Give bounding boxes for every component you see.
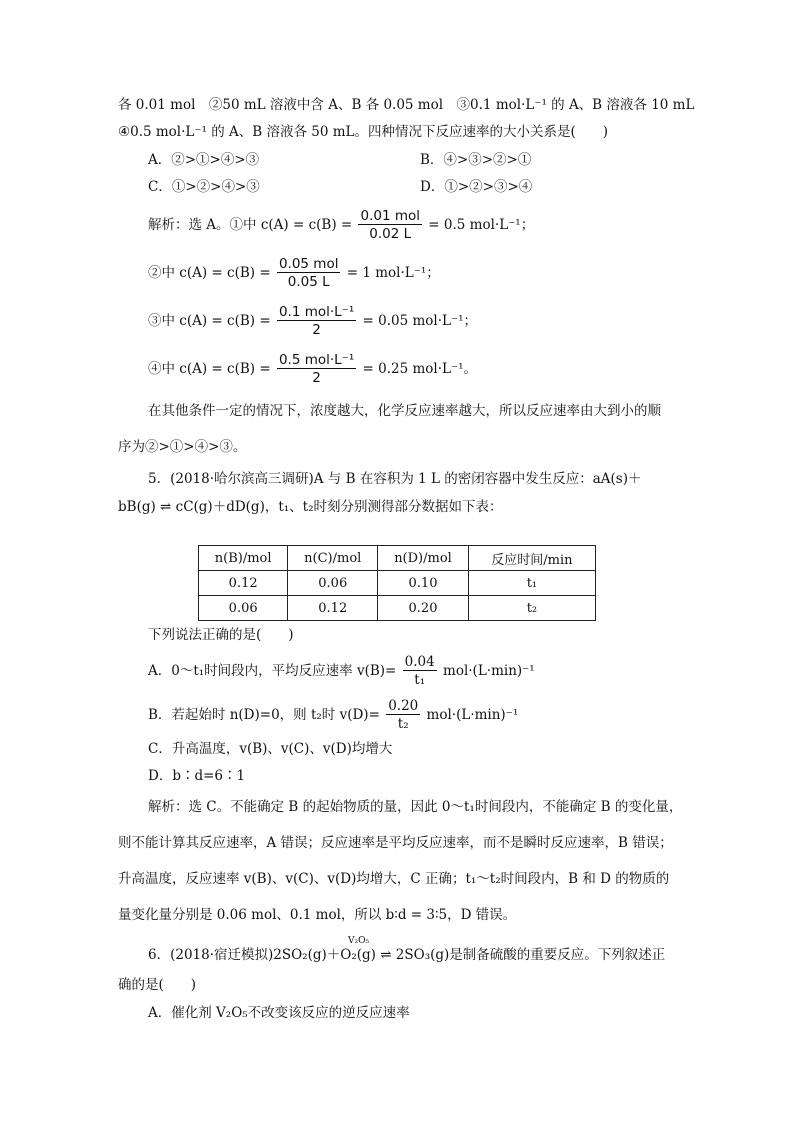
q6-stem-2: 确的是( ) [118, 977, 197, 993]
table-cell: 0.10 [378, 571, 469, 596]
fraction-denominator: 2 [312, 370, 321, 386]
q5-option-a [148, 654, 535, 689]
table-row [199, 571, 596, 596]
table-cell: 0.06 [288, 571, 378, 596]
fraction-denominator: 0.05 L [287, 274, 330, 290]
q4-option-b: B．④>③>②>① [420, 152, 532, 168]
q4-solution-4-result: = 0.25 mol·L⁻¹。 [362, 361, 478, 377]
fraction-denominator: t₂ [397, 716, 409, 732]
table-header-cell: n(D)/mol [378, 546, 469, 571]
table-cell: t₁ [468, 571, 595, 596]
q4-option-d: D．①>②>③>④ [420, 179, 533, 195]
table-header-cell: n(C)/mol [288, 546, 378, 571]
fraction-numerator: 0.20 [388, 698, 419, 714]
table-header-row [199, 546, 596, 571]
q4-solution-2 [148, 256, 440, 291]
q5-prompt: 下列说法正确的是( ) [148, 627, 294, 643]
fraction-numerator: 0.05 mol [278, 256, 339, 272]
table-cell: 0.12 [199, 571, 288, 596]
table-header-cell: 反应时间/min [468, 546, 595, 571]
fraction-denominator: t₁ [414, 672, 426, 688]
fraction-numerator: 0.1 mol·L⁻¹ [278, 304, 355, 320]
q5-option-c: C．升高温度，v(B)、v(C)、v(D)均增大 [148, 741, 393, 757]
table-cell: t₂ [468, 596, 595, 621]
table-cell: 0.20 [378, 596, 469, 621]
q5-option-b [148, 698, 518, 733]
q4-conclusion-2: 序为②>①>④>③。 [118, 439, 247, 455]
q4-solution-3-prefix: ③中 c(A) = c(B) = [148, 313, 271, 329]
q4-solution-4 [148, 352, 477, 387]
q5-option-a-unit: mol·(L·min)⁻¹ [443, 663, 535, 679]
q4-solution-1-result: = 0.5 mol·L⁻¹； [428, 217, 535, 233]
q4-solution-4-fraction [277, 352, 356, 387]
q5-option-b-prefix: B．若起始时 n(D)=0，则 t₂时 v(D)= [148, 707, 380, 723]
q5-option-d: D．b∶d=6∶1 [148, 768, 246, 784]
q5-data-table [198, 545, 596, 621]
q4-solution-4-prefix: ④中 c(A) = c(B) = [148, 361, 271, 377]
q4-line-1: 各 0.01 mol ②50 mL 溶液中含 A、B 各 0.05 mol ③0.1 mol·L⁻¹ 的 A、B 溶液各 10 mL [118, 97, 695, 113]
q4-solution-3-result: = 0.05 mol·L⁻¹； [362, 313, 478, 329]
q4-solution-3-fraction [277, 304, 356, 339]
q4-line-2: ④0.5 mol·L⁻¹ 的 A、B 溶液各 50 mL。四种情况下反应速率的大小关系是( ) [118, 124, 609, 140]
q5-stem-2: bB(g) ⇌ cC(g)＋dD(g)，t₁、t₂时刻分别测得部分数据如下表： [118, 499, 503, 515]
q4-conclusion-1: 在其他条件一定的情况下，浓度越大，化学反应速率越大，所以反应速率由大到小的顺 [148, 403, 661, 419]
q5-option-b-unit: mol·(L·min)⁻¹ [426, 707, 519, 723]
fraction-numerator: 0.01 mol [360, 208, 420, 224]
q5-solution-3: 升高温度，反应速率 v(B)、v(C)、v(D)均增大，C 正确；t₁～t₂时间段内，B 和 D 的物质的 [118, 871, 670, 887]
fraction-numerator: 0.5 mol·L⁻¹ [278, 352, 355, 368]
q5-option-b-fraction [386, 698, 420, 733]
table-cell: 0.12 [288, 596, 378, 621]
q4-solution-3 [148, 304, 477, 339]
q5-option-a-prefix: A．0～t₁时间段内，平均反应速率 v(B)= [148, 663, 397, 679]
table-row [199, 596, 596, 621]
q6-catalyst-label: V₂O₅ [348, 936, 370, 946]
q6-option-a: A．催化剂 V₂O₅不改变该反应的逆反应速率 [148, 1005, 410, 1021]
q4-solution-2-fraction [277, 256, 341, 291]
table-header-cell: n(B)/mol [199, 546, 288, 571]
q5-stem-1: 5．(2018·哈尔滨高三调研)A 与 B 在容积为 1 L 的密闭容器中发生反应：aA(s)＋ [148, 471, 642, 487]
fraction-denominator: 0.02 L [369, 226, 412, 242]
q4-solution-1-fraction [358, 208, 422, 243]
table-cell: 0.06 [199, 596, 288, 621]
q5-solution-1: 解析：选 C。不能确定 B 的起始物质的量，因此 0～t₁时间段内，不能确定 B 的变化量， [148, 799, 683, 815]
q5-solution-2: 则不能计算其反应速率，A 错误；反应速率是平均反应速率，而不是瞬时反应速率，B 错误； [118, 835, 673, 851]
q4-solution-2-prefix: ②中 c(A) = c(B) = [148, 265, 271, 281]
q4-option-a: A．②>①>④>③ [148, 152, 260, 168]
fraction-denominator: 2 [312, 322, 321, 338]
q4-solution-1-prefix: 解析：选 A。①中 c(A) = c(B) = [148, 217, 353, 233]
q5-option-a-fraction [403, 654, 437, 689]
q4-option-c: C．①>②>④>③ [148, 179, 260, 195]
q6-stem-1: 6．(2018·宿迁模拟)2SO₂(g)＋O₂(g) ⇌ 2SO₃(g)是制备硫酸的重要反应。下列叙述正 [148, 947, 666, 963]
q4-solution-2-result: = 1 mol·L⁻¹； [346, 265, 440, 281]
q4-solution-1 [148, 208, 534, 243]
q5-solution-4: 量变化量分别是 0.06 mol、0.1 mol，所以 b∶d = 3∶5，D 错误。 [118, 907, 517, 923]
fraction-numerator: 0.04 [404, 654, 435, 670]
